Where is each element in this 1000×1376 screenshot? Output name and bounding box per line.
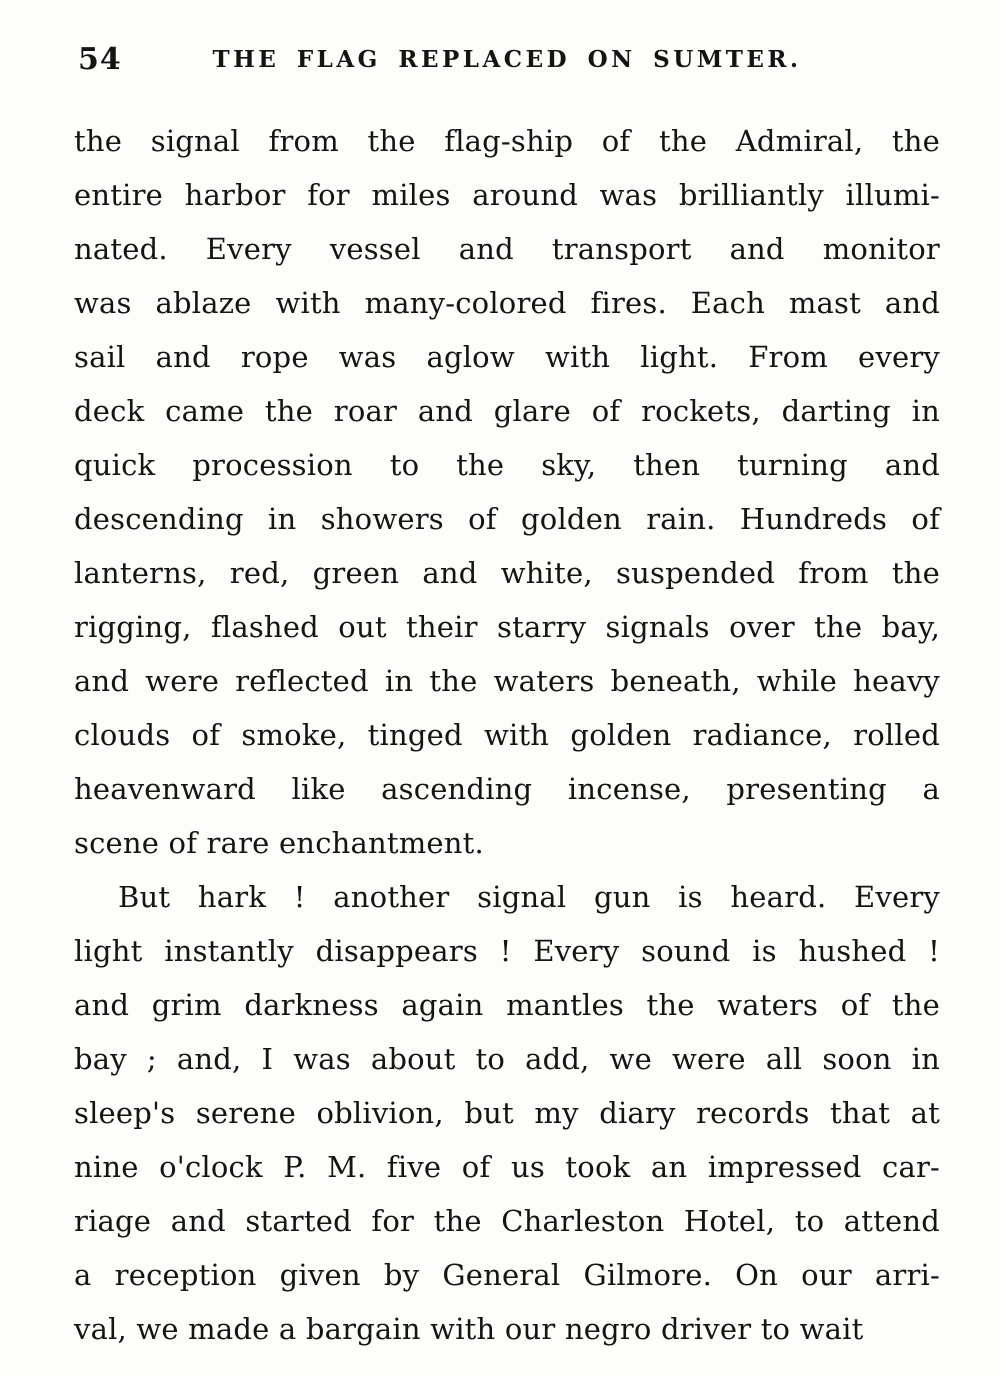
running-head (74, 36, 940, 82)
text-line: deck came the roar and glare of rockets, darting in (74, 394, 940, 428)
text-line: sleep's serene oblivion, but my diary records that at (74, 1096, 940, 1130)
page-number: 54 (78, 42, 122, 77)
text-line: descending in showers of golden rain. Hundreds of (74, 502, 940, 536)
text-line: light instantly disappears ! Every sound is hushed ! (74, 934, 940, 968)
page-body (74, 114, 940, 1356)
text-line: riage and started for the Charleston Hotel, to attend (74, 1204, 940, 1238)
text-line: But hark ! another signal gun is heard. Every (118, 880, 940, 914)
text-line: a reception given by General Gilmore. On our arri- (74, 1258, 940, 1292)
text-line: the signal from the flag-ship of the Admiral, the (74, 124, 940, 158)
text-line: lanterns, red, green and white, suspended from the (74, 556, 940, 590)
paragraph (74, 114, 940, 870)
text-line: rigging, flashed out their starry signals over the bay, (74, 610, 940, 644)
text-line: bay ; and, I was about to add, we were all soon in (74, 1042, 940, 1076)
text-line: and were reflected in the waters beneath, while heavy (74, 664, 940, 698)
text-line: quick procession to the sky, then turning and (74, 448, 940, 482)
text-line: nine o'clock P. M. five of us took an impressed car- (74, 1150, 940, 1184)
running-header: THE FLAG REPLACED ON SUMTER. (212, 46, 802, 73)
text-line: heavenward like ascending incense, presenting a (74, 772, 940, 806)
text-line: entire harbor for miles around was brilliantly illumi- (74, 178, 940, 212)
paragraph (74, 870, 940, 1356)
text-line: was ablaze with many-colored fires. Each mast and (74, 286, 940, 320)
text-line: clouds of smoke, tinged with golden radiance, rolled (74, 718, 940, 752)
text-line: scene of rare enchantment. (74, 826, 484, 860)
text-line: sail and rope was aglow with light. From every (74, 340, 940, 374)
text-line: nated. Every vessel and transport and monitor (74, 232, 940, 266)
text-line: and grim darkness again mantles the waters of the (74, 988, 940, 1022)
text-line: val, we made a bargain with our negro driver to wait (74, 1312, 864, 1346)
